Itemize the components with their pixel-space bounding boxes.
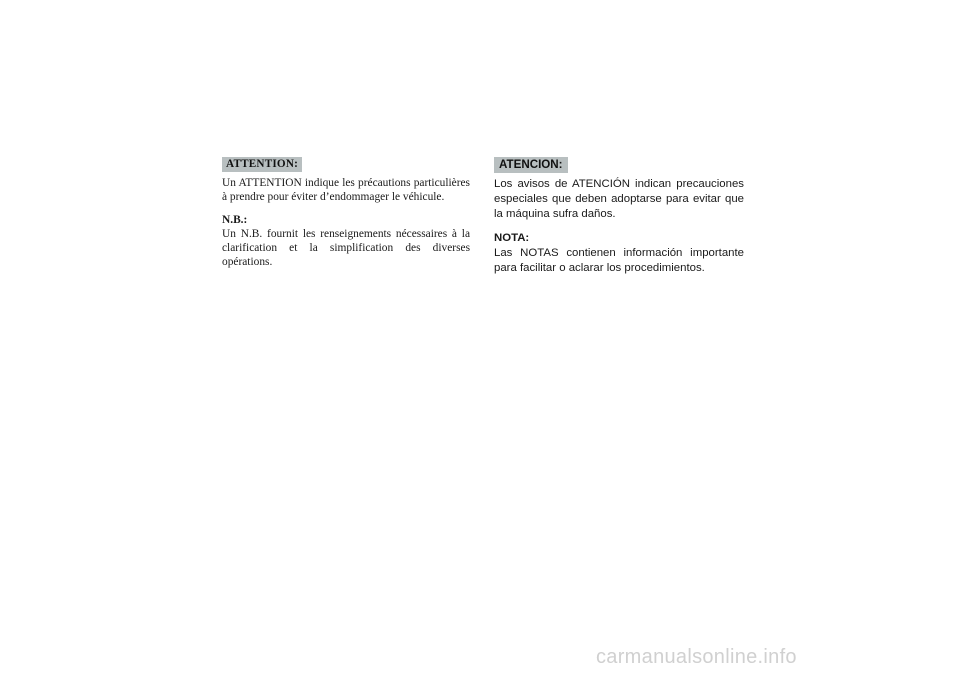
- watermark: carmanualsonline.info: [596, 646, 797, 668]
- attention-text-es: Los avisos de ATENCIÓN indican precauciones especiales que deben adoptarse para evitar que la máquina sufra daños.: [494, 178, 744, 220]
- french-column: [222, 157, 470, 269]
- note-text-fr: Un N.B. fournit les renseignements nécessaires à la clarification et la simplification des diverses opérations.: [222, 228, 470, 268]
- note-title-fr: N.B.:: [222, 214, 248, 226]
- note-title-es: NOTA:: [494, 232, 530, 244]
- attention-badge-fr: ATTENTION:: [222, 157, 302, 172]
- spanish-column: [494, 157, 744, 276]
- attention-text-fr: Un ATTENTION indique les précautions particulières à prendre pour éviter d’endommager le véhicule.: [222, 177, 470, 203]
- attention-badge-es: ATENCION:: [494, 157, 568, 173]
- note-text-es: Las NOTAS contienen información importante para facilitar o aclarar los procedimientos.: [494, 247, 744, 274]
